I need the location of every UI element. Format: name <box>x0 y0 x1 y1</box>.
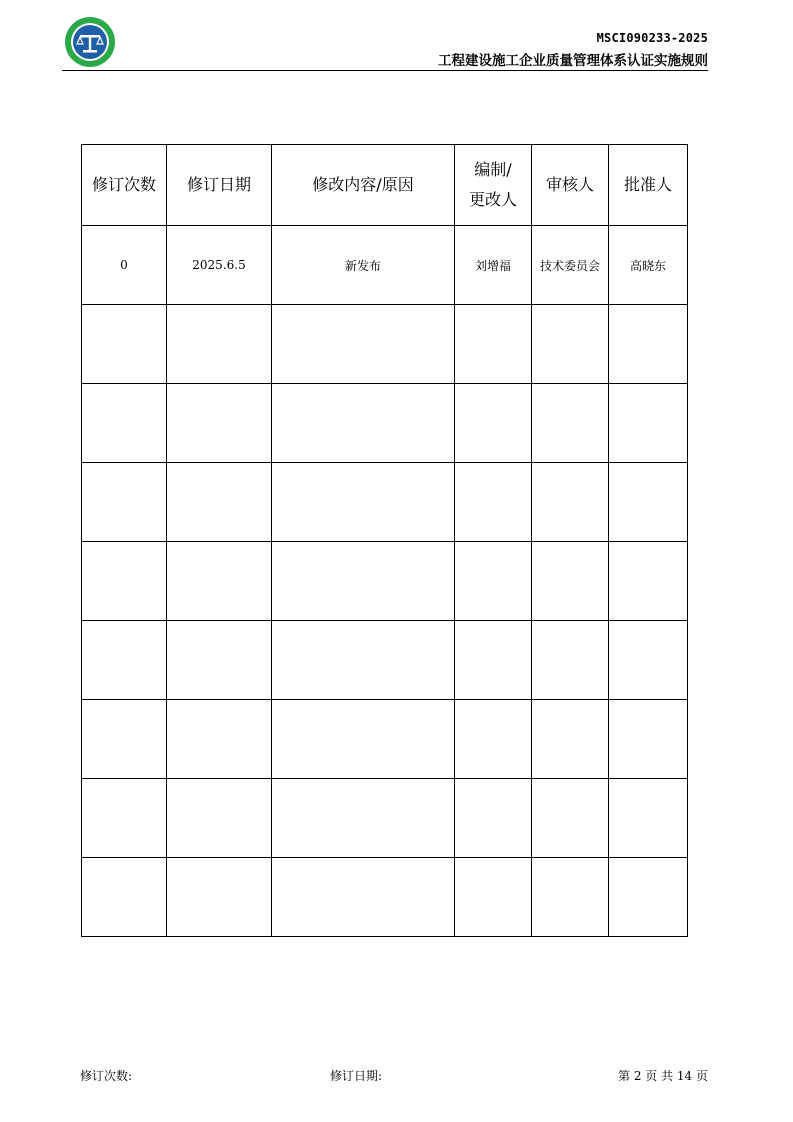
column-header: 编制/ 更改人 <box>455 145 532 226</box>
table-cell <box>167 463 272 542</box>
table-cell <box>82 700 167 779</box>
table-cell <box>82 621 167 700</box>
table-cell <box>532 700 609 779</box>
table-cell <box>532 779 609 858</box>
table-cell <box>167 305 272 384</box>
column-header: 审核人 <box>532 145 609 226</box>
column-header: 修订日期 <box>167 145 272 226</box>
table-cell <box>272 542 455 621</box>
table-row <box>82 542 688 621</box>
table-cell <box>532 858 609 937</box>
table-cell <box>455 779 532 858</box>
table-cell <box>272 384 455 463</box>
table-cell: 新发布 <box>272 226 455 305</box>
table-cell <box>167 779 272 858</box>
table-cell <box>167 542 272 621</box>
table-cell <box>609 463 688 542</box>
table-cell <box>167 621 272 700</box>
table-row <box>82 621 688 700</box>
table-cell <box>532 621 609 700</box>
table-cell <box>82 542 167 621</box>
column-header: 修改内容/原因 <box>272 145 455 226</box>
organization-logo-icon <box>64 16 116 68</box>
document-code: MSCI090233-2025 <box>596 31 708 45</box>
table-cell <box>455 700 532 779</box>
table-cell <box>82 463 167 542</box>
table-cell: 刘增福 <box>455 226 532 305</box>
table-cell <box>272 779 455 858</box>
column-header: 修订次数 <box>82 145 167 226</box>
column-header: 批准人 <box>609 145 688 226</box>
table-cell: 2025.6.5 <box>167 226 272 305</box>
table-cell <box>455 384 532 463</box>
table-cell <box>272 858 455 937</box>
revision-history-table <box>81 144 688 937</box>
table-row <box>82 226 688 305</box>
revision-count-label: 修订次数: <box>80 1069 133 1083</box>
table-row <box>82 779 688 858</box>
table-cell <box>167 858 272 937</box>
table-cell <box>532 463 609 542</box>
table-cell <box>609 542 688 621</box>
table-cell <box>82 384 167 463</box>
table-row <box>82 463 688 542</box>
page-number: 第 2 页 共 14 页 <box>618 1069 708 1083</box>
table-row <box>82 700 688 779</box>
table-cell <box>609 384 688 463</box>
table-cell <box>272 305 455 384</box>
table-header-row <box>82 145 688 226</box>
table-cell <box>82 779 167 858</box>
page-header <box>62 14 708 71</box>
table-row <box>82 384 688 463</box>
table-row <box>82 305 688 384</box>
table-cell <box>272 621 455 700</box>
table-cell <box>82 305 167 384</box>
table-cell <box>167 700 272 779</box>
document-title: 工程建设施工企业质量管理体系认证实施规则 <box>438 53 708 69</box>
table-row <box>82 858 688 937</box>
table-body <box>82 226 688 937</box>
table-cell <box>532 542 609 621</box>
table-cell: 技术委员会 <box>532 226 609 305</box>
table-cell <box>609 779 688 858</box>
table-cell <box>455 463 532 542</box>
table-cell <box>455 542 532 621</box>
table-cell <box>609 858 688 937</box>
table-cell <box>167 384 272 463</box>
table-cell <box>455 858 532 937</box>
table-cell <box>82 858 167 937</box>
table-cell <box>532 384 609 463</box>
table-cell <box>609 305 688 384</box>
table-cell <box>455 621 532 700</box>
revision-date-label: 修订日期: <box>330 1069 383 1083</box>
table-cell <box>609 700 688 779</box>
table-cell <box>272 463 455 542</box>
table-cell: 高晓东 <box>609 226 688 305</box>
table-cell <box>532 305 609 384</box>
table-cell <box>455 305 532 384</box>
table-cell <box>609 621 688 700</box>
page-footer <box>80 1067 708 1083</box>
table-cell <box>272 700 455 779</box>
table-cell: 0 <box>82 226 167 305</box>
